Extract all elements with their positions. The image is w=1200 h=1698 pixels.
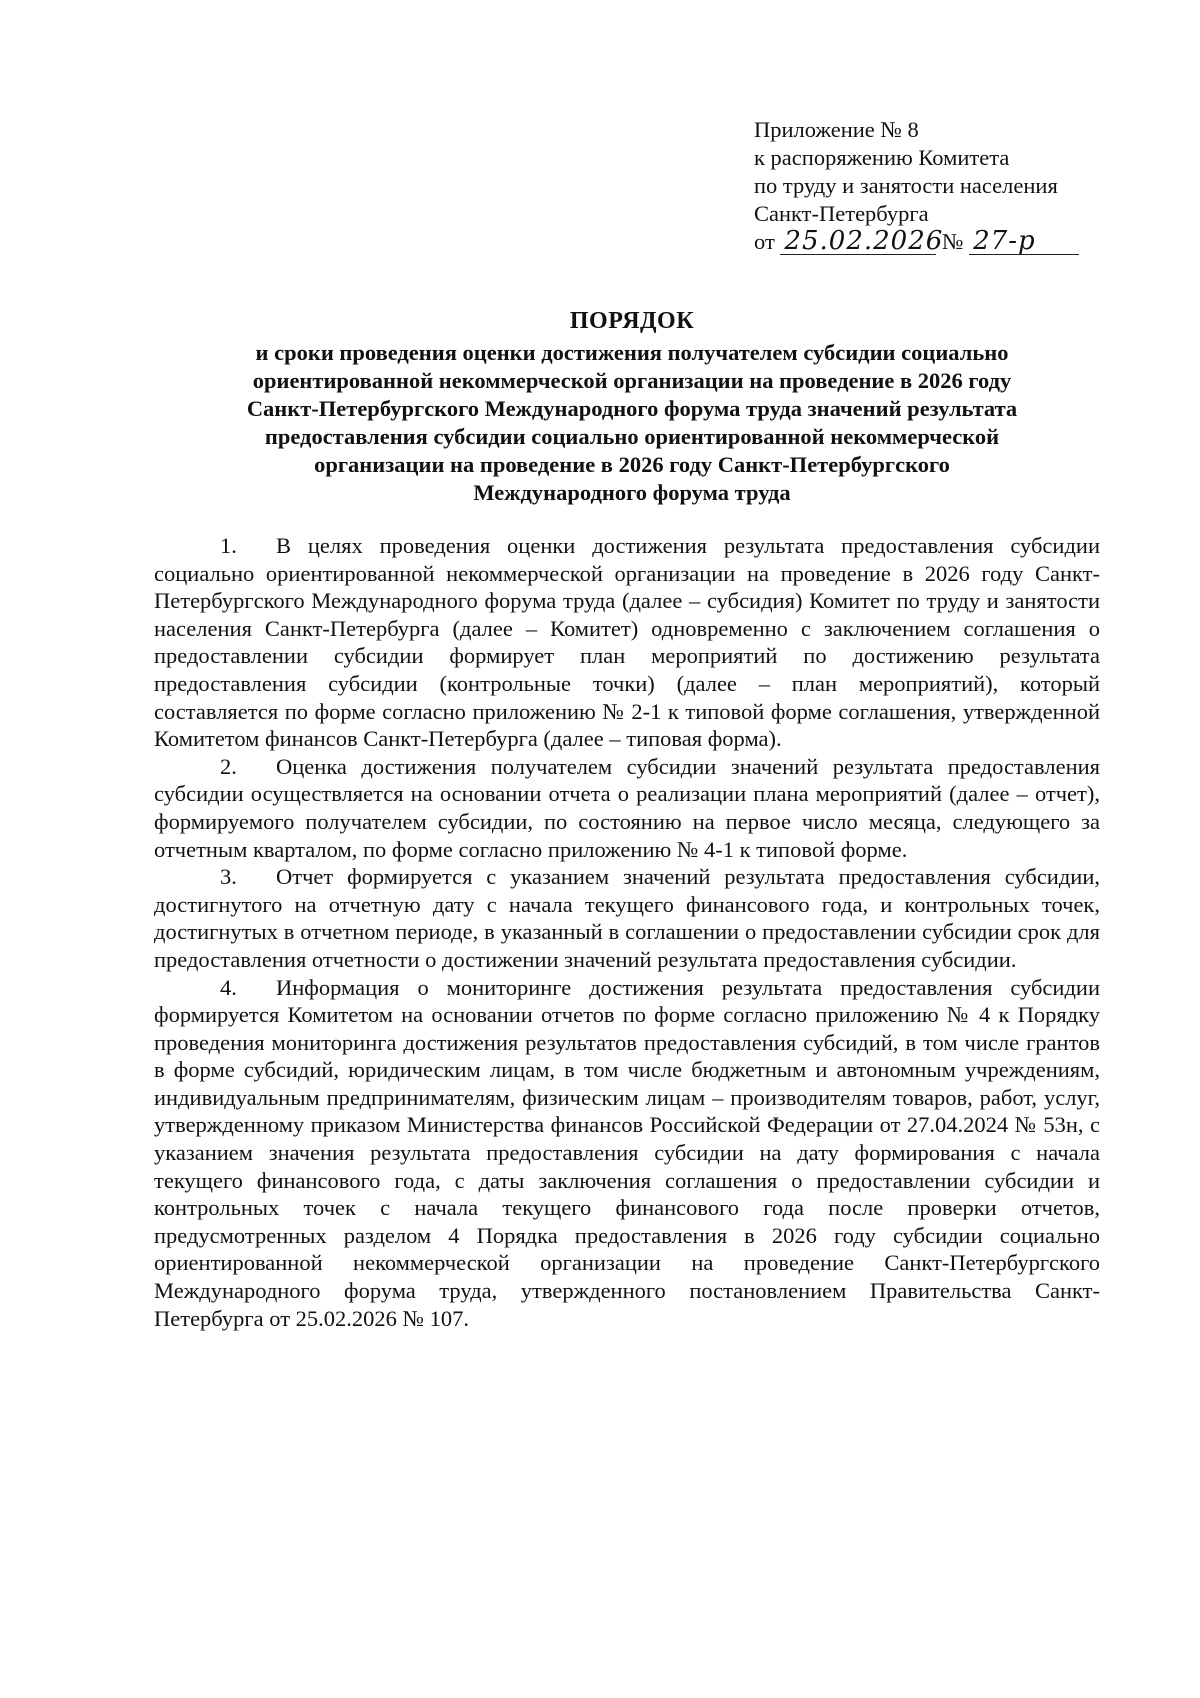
title-sub-line: предоставления субсидии социально ориентированной некоммерческой <box>264 424 1000 449</box>
paragraph-text: В целях проведения оценки достижения результата предоставления субсидии социально ориентированной некоммерческой организации на проведение в 2026 году Санкт-Петербургского Международного форума труда (далее – субсидия) Комитет по труду и занятости населения Санкт-Петербурга (далее – Комитет) одновременно с заключением соглашения о предоставлении субсидии формирует план мероприятий по достижению результата предоставления субсидии (контрольные точки) (далее – план мероприятий), который составляется по форме согласно приложению № 2-1 к типовой форме соглашения, утвержденной Комитетом финансов Санкт-Петербурга (далее – типовая форма). <box>154 533 1100 752</box>
appendix-header <box>754 116 1094 256</box>
title-sub-line: Санкт-Петербургского Международного форума труда значений результата <box>246 396 1018 421</box>
paragraph-text: Информация о мониторинге достижения результата предоставления субсидии формируется Комитетом на основании отчетов по форме согласно приложению № 4 к Порядку проведения мониторинга достижения результатов предоставления субсидий, в том числе грантов в форме субсидий, юридическим лицам, в том числе бюджетным и автономным учреждениям, индивидуальным предпринимателям, физическим лицам – производителям товаров, работ, услуг, утвержденному приказом Министерства финансов Российской Федерации от 27.04.2024 № 53н, с указанием значения результата предоставления субсидии на дату формирования с начала текущего финансового года, с даты заключения соглашения о предоставлении субсидии и контрольных точек с начала текущего финансового года после проверки отчетов, предусмотренных разделом 4 Порядка предоставления в 2026 году субсидии социально ориентированной некоммерческой организации на проведение Санкт-Петербургского Международного форума труда, утвержденного постановлением Правительства Санкт-Петербурга от 25.02.2026 № 107. <box>154 974 1100 1331</box>
title-sub-line: ориентированной некоммерческой организации на проведение в 2026 году <box>252 368 1012 393</box>
from-label: от <box>754 229 775 254</box>
paragraph-3 <box>154 863 1100 973</box>
document-body <box>154 532 1100 1332</box>
handwritten-number: 27-р <box>969 228 1079 255</box>
paragraph-1 <box>154 532 1100 753</box>
title-subtitle <box>150 339 1114 507</box>
appendix-city-line: Санкт-Петербурга <box>754 201 929 226</box>
handwritten-date: 25.02.2026 <box>780 228 936 255</box>
appendix-order-line: к распоряжению Комитета <box>754 145 1010 170</box>
paragraph-number: 1. <box>220 533 237 558</box>
paragraph-text: Отчет формируется с указанием значений результата предоставления субсидии, достигнутого на отчетную дату с начала текущего финансового года, и контрольных точек, достигнутых в отчетном периоде, в указанный в соглашении о предоставлении субсидии срок для предоставления отчетности о достижении значений результата предоставления субсидии. <box>154 864 1100 972</box>
number-label: № <box>942 229 964 254</box>
title-main: ПОРЯДОК <box>569 308 695 334</box>
paragraph-number: 3. <box>220 864 237 890</box>
appendix-date-number-line <box>754 228 1094 256</box>
paragraph-2 <box>154 753 1100 863</box>
appendix-number: Приложение № 8 <box>754 117 919 142</box>
title-sub-line: организации на проведение в 2026 году Санкт-Петербургского <box>314 452 950 477</box>
paragraph-number: 2. <box>220 753 237 779</box>
paragraph-text: Оценка достижения получателем субсидии значений результата предоставления субсидии осуществляется на основании отчета о реализации плана мероприятий (далее – отчет), формируемого получателем субсидии, по состоянию на первое число месяца, следующего за отчетным кварталом, по форме согласно приложению № 4-1 к типовой форме. <box>154 753 1100 862</box>
appendix-committee-line: по труду и занятости населения <box>754 173 1058 198</box>
paragraph-number: 4. <box>220 974 237 1000</box>
document-title <box>150 306 1114 507</box>
title-sub-line: Международного форума труда <box>473 480 791 505</box>
paragraph-4 <box>154 974 1100 1333</box>
title-sub-line: и сроки проведения оценки достижения получателем субсидии социально <box>255 340 1009 365</box>
